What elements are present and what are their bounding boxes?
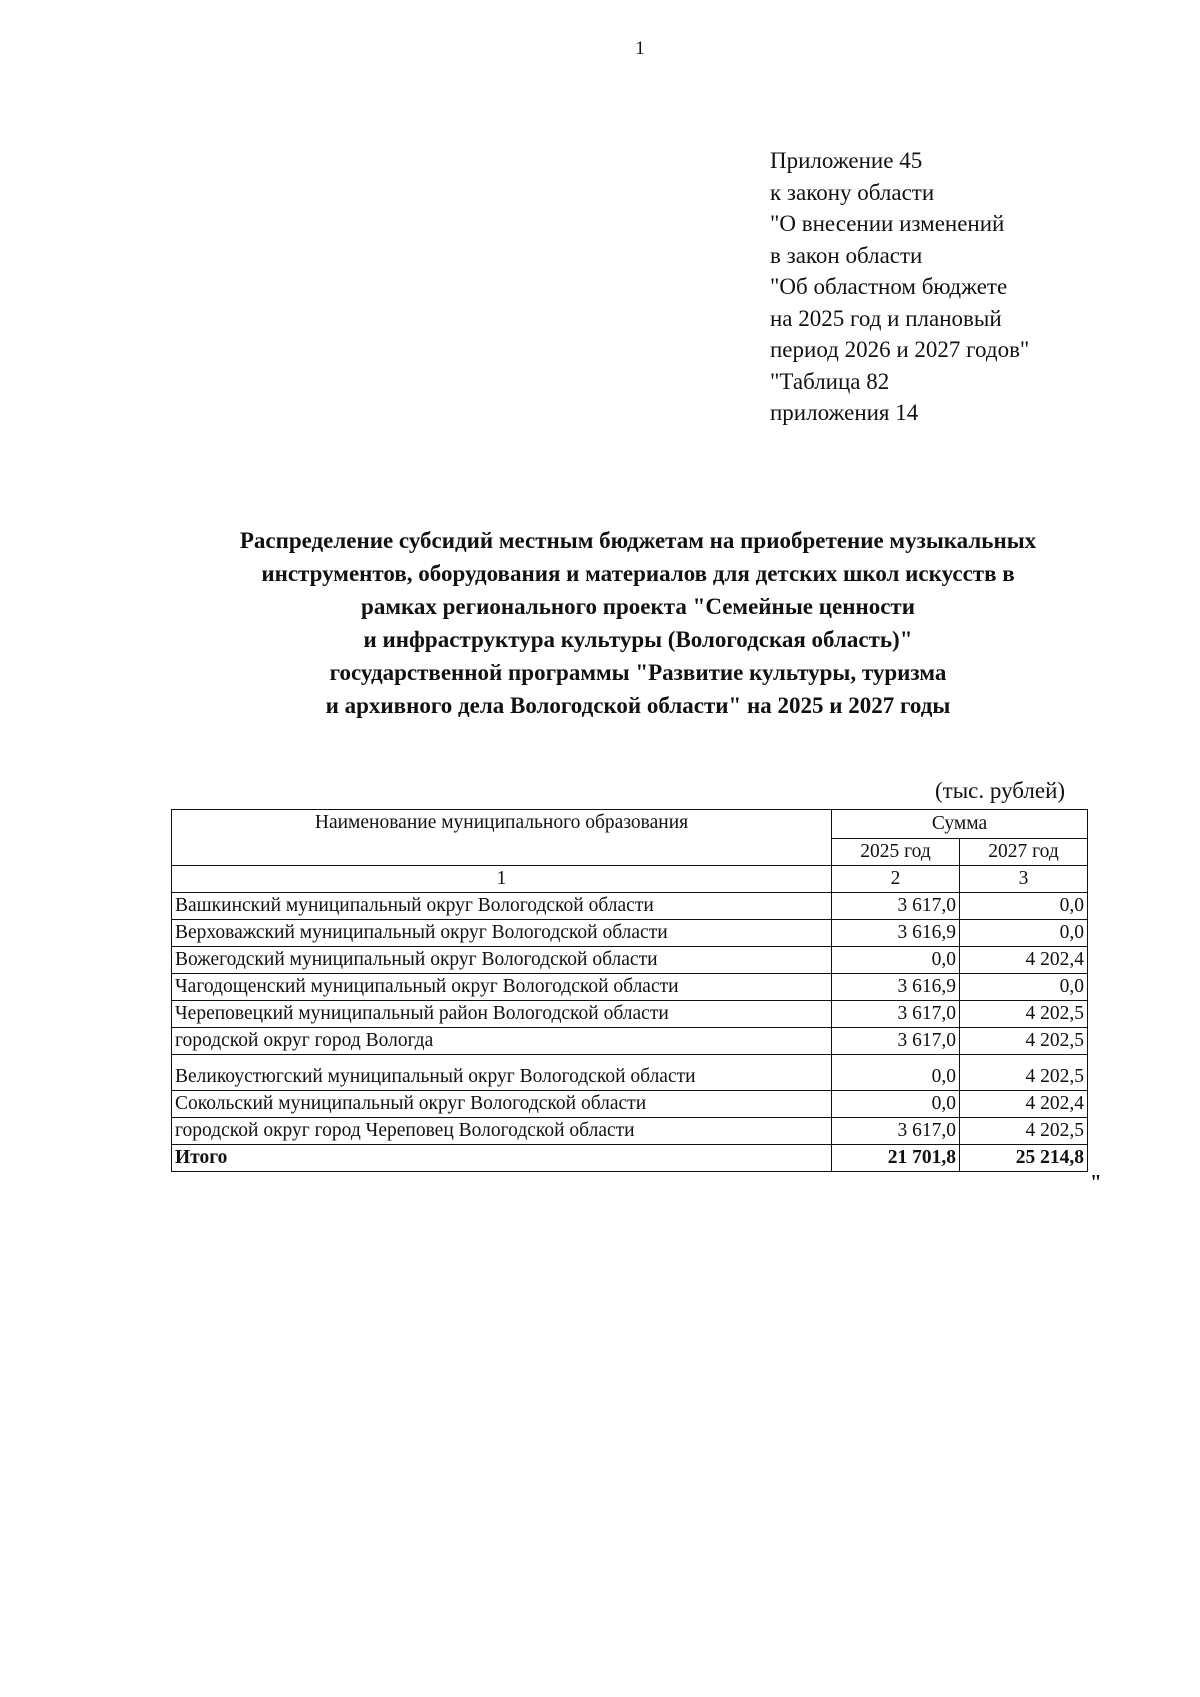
- amount-2027-cell: 4 202,4: [960, 947, 1088, 974]
- amount-2025-cell: 0,0: [832, 1055, 960, 1091]
- amount-2025-cell: 3 617,0: [832, 893, 960, 920]
- amount-2027-cell: 4 202,5: [960, 1001, 1088, 1028]
- column-index-cell: 1: [172, 866, 832, 893]
- title-line: инструментов, оборудования и материалов для детских школ искусств в: [261, 561, 1015, 586]
- document-title: [150, 524, 1126, 722]
- header-year-2025-cell: 2025 год: [832, 839, 960, 866]
- closing-quote-mark: ": [1090, 1170, 1102, 1194]
- total-label-cell: Итого: [172, 1145, 832, 1172]
- amount-2027-cell: 0,0: [960, 920, 1088, 947]
- annex-line: "Об областном бюджете: [770, 274, 1008, 299]
- table-row: [172, 1001, 1088, 1028]
- total-2027-cell: 25 214,8: [960, 1145, 1088, 1172]
- units-label: (тыс. рублей): [935, 778, 1066, 803]
- amount-2027-cell: 4 202,5: [960, 1028, 1088, 1055]
- municipality-cell: Верховажский муниципальный округ Вологодской области: [172, 920, 832, 947]
- municipality-cell: Череповецкий муниципальный район Вологодской области: [172, 1001, 832, 1028]
- municipality-cell: Чагодощенский муниципальный округ Вологодской области: [172, 974, 832, 1001]
- table-row: [172, 1028, 1088, 1055]
- municipality-cell: Великоустюгский муниципальный округ Вологодской области: [172, 1055, 832, 1091]
- column-index-row: [172, 866, 1088, 893]
- table-row: [172, 1118, 1088, 1145]
- header-sum-cell: Сумма: [832, 810, 1088, 839]
- municipality-cell: городской округ город Вологда: [172, 1028, 832, 1055]
- page-number: 1: [635, 38, 645, 59]
- amount-2025-cell: 3 617,0: [832, 1028, 960, 1055]
- title-line: государственной программы "Развитие культуры, туризма: [329, 660, 947, 685]
- municipality-cell: Вожегодский муниципальный округ Вологодской области: [172, 947, 832, 974]
- header-name-cell: Наименование муниципального образования: [172, 810, 832, 866]
- annex-line: к закону области: [770, 179, 935, 205]
- amount-2025-cell: 0,0: [832, 947, 960, 974]
- distribution-table: [171, 809, 1088, 1172]
- annex-line: в закон области: [770, 242, 923, 268]
- annex-line: "Таблица 82: [770, 368, 890, 394]
- annex-line: приложения 14: [770, 400, 919, 425]
- title-line: Распределение субсидий местным бюджетам на приобретение музыкальных: [239, 528, 1037, 553]
- municipality-cell: городской округ город Череповец Вологодской области: [172, 1118, 832, 1145]
- header-year-2027-cell: 2027 год: [960, 839, 1088, 866]
- amount-2025-cell: 0,0: [832, 1091, 960, 1118]
- amount-2027-cell: 0,0: [960, 974, 1088, 1001]
- amount-2027-cell: 4 202,5: [960, 1118, 1088, 1145]
- annex-line: на 2025 год и плановый: [770, 305, 1002, 331]
- annex-block: [770, 145, 1029, 429]
- amount-2025-cell: 3 617,0: [832, 1001, 960, 1028]
- table-row: [172, 893, 1088, 920]
- total-row: [172, 1145, 1088, 1172]
- municipality-cell: Вашкинский муниципальный округ Вологодской области: [172, 893, 832, 920]
- table-header-row: [172, 810, 1088, 839]
- table-row: [172, 1055, 1088, 1091]
- amount-2025-cell: 3 616,9: [832, 974, 960, 1001]
- table-row: [172, 1091, 1088, 1118]
- annex-line: период 2026 и 2027 годов": [770, 337, 1030, 362]
- amount-2027-cell: 4 202,5: [960, 1055, 1088, 1091]
- amount-2027-cell: 0,0: [960, 893, 1088, 920]
- table-row: [172, 974, 1088, 1001]
- table-row: [172, 920, 1088, 947]
- annex-line: Приложение 45: [770, 148, 923, 173]
- column-index-cell: 2: [832, 866, 960, 893]
- amount-2027-cell: 4 202,4: [960, 1091, 1088, 1118]
- column-index-cell: 3: [960, 866, 1088, 893]
- annex-line: "О внесении изменений: [770, 211, 1005, 236]
- title-line: и архивного дела Вологодской области" на 2025 и 2027 годы: [325, 693, 951, 718]
- table-row: [172, 947, 1088, 974]
- total-2025-cell: 21 701,8: [832, 1145, 960, 1172]
- amount-2025-cell: 3 617,0: [832, 1118, 960, 1145]
- title-line: рамках регионального проекта "Семейные ценности: [361, 594, 915, 619]
- amount-2025-cell: 3 616,9: [832, 920, 960, 947]
- title-line: и инфраструктура культуры (Вологодская область)": [363, 627, 913, 652]
- municipality-cell: Сокольский муниципальный округ Вологодской области: [172, 1091, 832, 1118]
